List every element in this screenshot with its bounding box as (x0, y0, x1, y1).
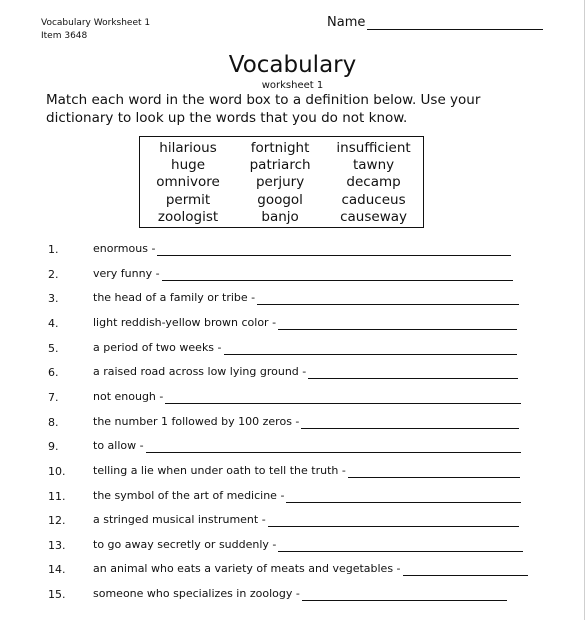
item-number: 13. (48, 538, 66, 552)
item-definition: a stringed musical instrument - (93, 513, 266, 527)
answer-blank[interactable] (157, 244, 511, 256)
item-content (93, 587, 507, 601)
answer-blank[interactable] (301, 417, 519, 429)
item-number: 15. (48, 588, 66, 602)
definition-item (0, 511, 585, 531)
item-content (93, 267, 513, 281)
word-box-word: causeway (340, 208, 408, 225)
word-box-word: caduceus (341, 191, 406, 208)
item-content (93, 316, 517, 330)
item-definition: light reddish-yellow brown color - (93, 315, 277, 329)
page-subtitle: worksheet 1 (261, 80, 324, 91)
item-number: 5. (48, 341, 59, 355)
definition-item (0, 462, 585, 482)
item-definition: someone who specializes in zoology - (93, 587, 300, 601)
item-content (93, 562, 528, 576)
item-number: 12. (48, 514, 66, 528)
item-number: 11. (48, 489, 66, 503)
answer-blank[interactable] (268, 515, 519, 527)
item-content (93, 489, 521, 503)
definition-item (0, 560, 585, 580)
item-definition: not enough - (93, 389, 164, 403)
word-box-word: hilarious (159, 140, 217, 156)
word-row (142, 140, 421, 157)
answer-blank[interactable] (286, 491, 521, 503)
name-line[interactable] (367, 29, 543, 30)
definition-item (0, 339, 585, 359)
answer-blank[interactable] (257, 293, 519, 305)
item-definition: the head of a family or tribe - (93, 291, 256, 305)
answer-blank[interactable] (162, 269, 513, 281)
definition-item (0, 289, 585, 309)
definition-item (0, 437, 585, 457)
item-content (93, 513, 519, 527)
item-content (93, 291, 519, 305)
definition-item (0, 536, 585, 556)
item-number: 9. (48, 440, 59, 454)
answer-blank[interactable] (165, 392, 521, 404)
word-box-word: decamp (346, 174, 401, 191)
word-row (142, 157, 421, 174)
item-content (93, 538, 523, 552)
item-definition: telling a lie when under oath to tell the truth - (93, 463, 346, 477)
definition-item (0, 388, 585, 408)
item-number: 1. (48, 243, 59, 256)
worksheet-header (41, 17, 150, 43)
answer-blank[interactable] (146, 441, 521, 453)
item-content (93, 439, 521, 453)
answer-blank[interactable] (348, 466, 520, 478)
word-row (142, 192, 421, 209)
item-definition: the symbol of the art of medicine - (93, 488, 285, 502)
item-definition: the number 1 followed by 100 zeros - (93, 414, 300, 428)
item-number: 4. (48, 316, 59, 330)
word-box-word: patriarch (249, 157, 311, 174)
item-definition: to allow - (93, 439, 144, 453)
answer-blank[interactable] (278, 540, 523, 552)
answer-blank[interactable] (403, 564, 528, 576)
name-field[interactable] (327, 14, 543, 32)
item-definition: a raised road across low lying ground - (93, 365, 307, 379)
answer-blank[interactable] (224, 343, 517, 355)
word-box-word: permit (165, 191, 211, 208)
item-content (93, 365, 518, 379)
instructions (46, 91, 566, 127)
definition-item (0, 413, 585, 433)
word-box-word: zoologist (157, 208, 219, 225)
word-box-word: banjo (261, 208, 299, 225)
answer-blank[interactable] (278, 318, 517, 330)
item-number: 8. (48, 415, 59, 429)
definition-item (0, 240, 585, 260)
definition-item (0, 585, 585, 605)
answer-blank[interactable] (308, 367, 518, 379)
word-table (142, 140, 421, 226)
item-number: 6. (48, 366, 59, 380)
worksheet-label: Vocabulary Worksheet 1 (41, 18, 151, 28)
instructions-line: Match each word in the word box to a definition below. Use your (46, 92, 481, 108)
item-definition: an animal who eats a variety of meats and vegetables - (93, 562, 401, 576)
item-number: 10. (48, 464, 66, 478)
item-label: Item 3648 (41, 31, 88, 41)
word-box-word: insufficient (336, 140, 411, 156)
item-number: 3. (48, 292, 59, 306)
item-content (93, 390, 521, 404)
page-title: Vocabulary (228, 52, 357, 78)
item-content (93, 341, 517, 355)
instructions-line: dictionary to look up the words that you do not know. (46, 110, 408, 126)
item-number: 7. (48, 390, 59, 404)
word-row (142, 209, 421, 226)
item-definition: to go away secretly or suddenly - (93, 537, 277, 551)
word-row (142, 174, 421, 191)
word-box-word: tawny (352, 157, 395, 174)
definition-item (0, 363, 585, 383)
word-box-word: omnivore (156, 174, 220, 191)
item-content (93, 415, 519, 429)
item-number: 14. (48, 563, 66, 577)
name-label: Name (327, 15, 366, 30)
item-definition: very funny - (93, 266, 160, 280)
word-box (139, 136, 424, 228)
definition-item (0, 487, 585, 507)
item-content (93, 242, 511, 256)
word-box-word: huge (171, 157, 206, 174)
item-definition: enormous - (93, 242, 156, 255)
definition-item (0, 265, 585, 285)
answer-blank[interactable] (302, 589, 507, 601)
word-box-word: fortnight (250, 140, 310, 156)
definition-item (0, 314, 585, 334)
word-box-word: googol (257, 191, 303, 208)
item-content (93, 464, 520, 478)
item-definition: a period of two weeks - (93, 340, 222, 354)
item-number: 2. (48, 267, 59, 281)
word-box-word: perjury (255, 174, 305, 191)
